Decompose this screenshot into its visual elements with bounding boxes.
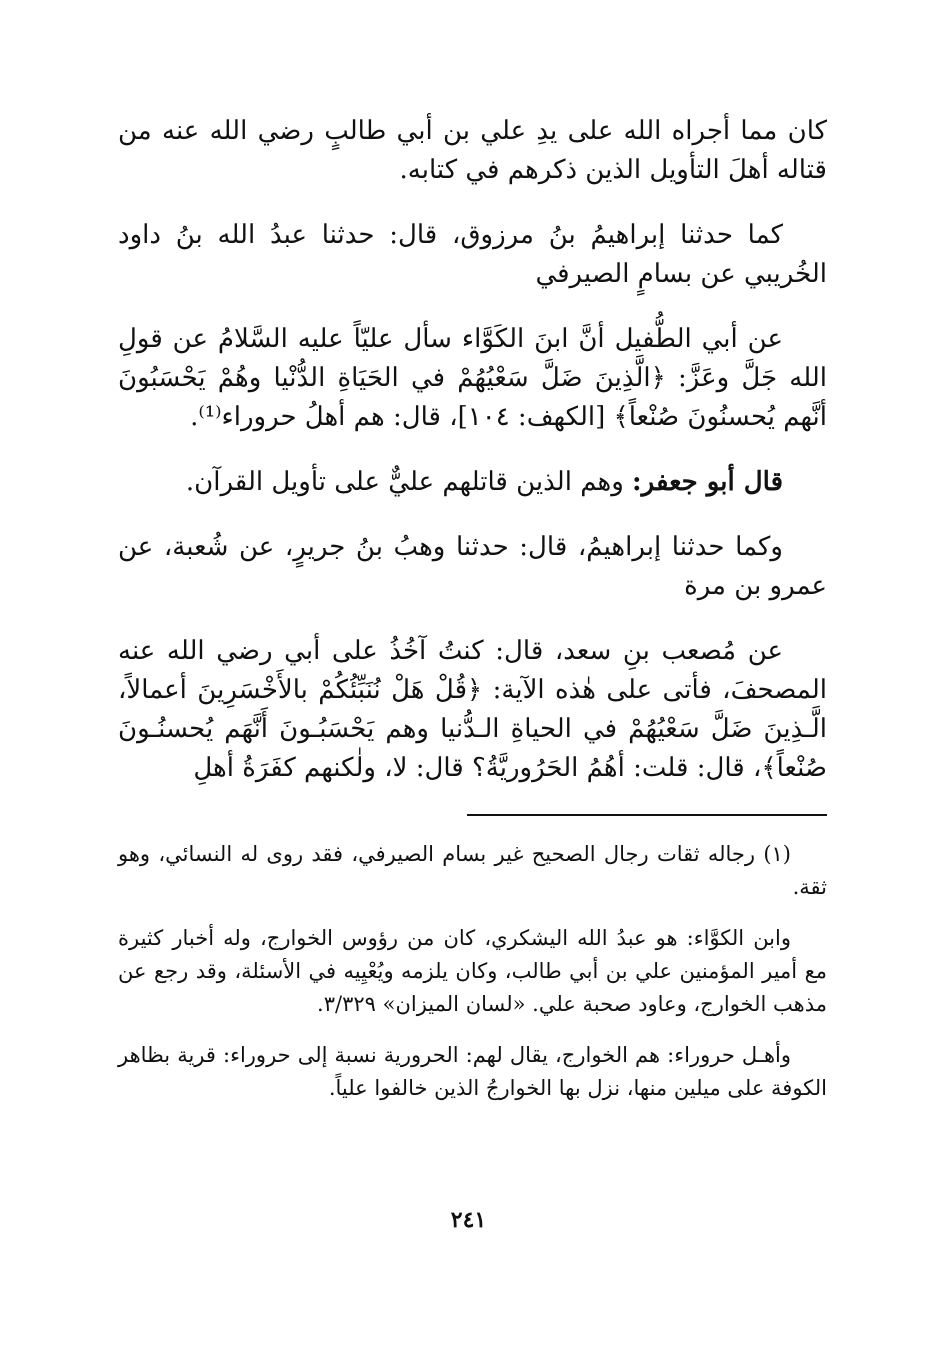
footnotes xyxy=(118,838,827,1105)
paragraph-isnad-2: وكما حدثنا إبراهيمُ، قال: حدثنا وهبُ بنُ جريرٍ، عن شُعبة، عن عمرو بن مرة xyxy=(118,532,827,601)
book-page xyxy=(118,112,827,1361)
abu-jafar-text: وهم الذين قاتلهم عليٌّ على تأويل القرآن. xyxy=(185,467,624,497)
footnote-1: (١) رجاله ثقات رجال الصحيح غير بسام الصيرفي، فقد روى له النسائي، وهو ثقة. xyxy=(118,842,827,899)
paragraph-intro: كان مما أجراه الله على يدِ علي بن أبي طالبٍ رضي الله عنه من قتاله أهلَ التأويل الذين ذكرهم في كتابه. xyxy=(118,116,827,185)
footnote-haruraa: وأهـل حروراء: هم الخوارج، يقال لهم: الحرورية نسبة إلى حروراء: قرية بظاهر الكوفة على ميلين منها، نزل بها الخوارجُ الذين خالفوا علياً. xyxy=(118,1043,827,1100)
footnote-ibn-alkawwa: وابن الكوَّاء: هو عبدُ الله اليشكري، كان من رؤوس الخوارج، وله أخبار كثيرة مع أمير المؤمنين علي بن أبي طالب، وكان يلزمه ويُعْيِيه في الأسئلة، وقد رجع عن مذهب الخوارج، وعاود صحبة علي. «لسان الميزان» ٣/٣٢٩. xyxy=(118,926,827,1016)
abu-jafar-label: قال أبو جعفر: xyxy=(632,467,783,497)
main-text xyxy=(118,112,827,788)
paragraph-abu-jafar xyxy=(118,463,827,502)
page-number: ٢٤١ xyxy=(450,1207,487,1233)
paragraph-hadith-2: عن مُصعب بنِ سعد، قال: كنتُ آخُذُ على أبي رضي الله عنه المصحفَ، فأتى على هٰذه الآية: ﴿قُلْ هَلْ نُنَبِّئُكُمْ بالأَخْسَرِينَ أعمالاً، الَّـذِينَ ضَلَّ سَعْيُهُمْ في الحياةِ الـدُّنيا وهم يَحْسَبُـونَ أَنَّهَم يُحسنُـونَ صُنْعاً﴾، قال: قلت: أهُمُ الحَرُوريَّةُ؟ قال: لا، ولٰكنهم كفَرَةُ أهلِ xyxy=(118,636,827,783)
paragraph-hadith-1: عن أبي الطُّفيل أنَّ ابنَ الكَوَّاء سأل عليّاً عليه السَّلامُ عن قولِ الله جَلَّ وعَزَّ: ﴿الَّذِينَ ضَلَّ سَعْيُهُمْ في الحَيَاةِ الدُّنْيا وهُمْ يَحْسَبُونَ أنَّهم يُحسنُونَ صُنْعاً﴾ [الكهف: ١٠٤]، قال: هم أهلُ حروراء⁽¹⁾. xyxy=(118,324,827,432)
paragraph-isnad-1: كما حدثنا إبراهيمُ بنُ مرزوق، قال: حدثنا عبدُ الله بنُ داود الخُريبي عن بسامٍ الصيرفي xyxy=(118,220,827,289)
footnote-separator xyxy=(467,814,827,816)
